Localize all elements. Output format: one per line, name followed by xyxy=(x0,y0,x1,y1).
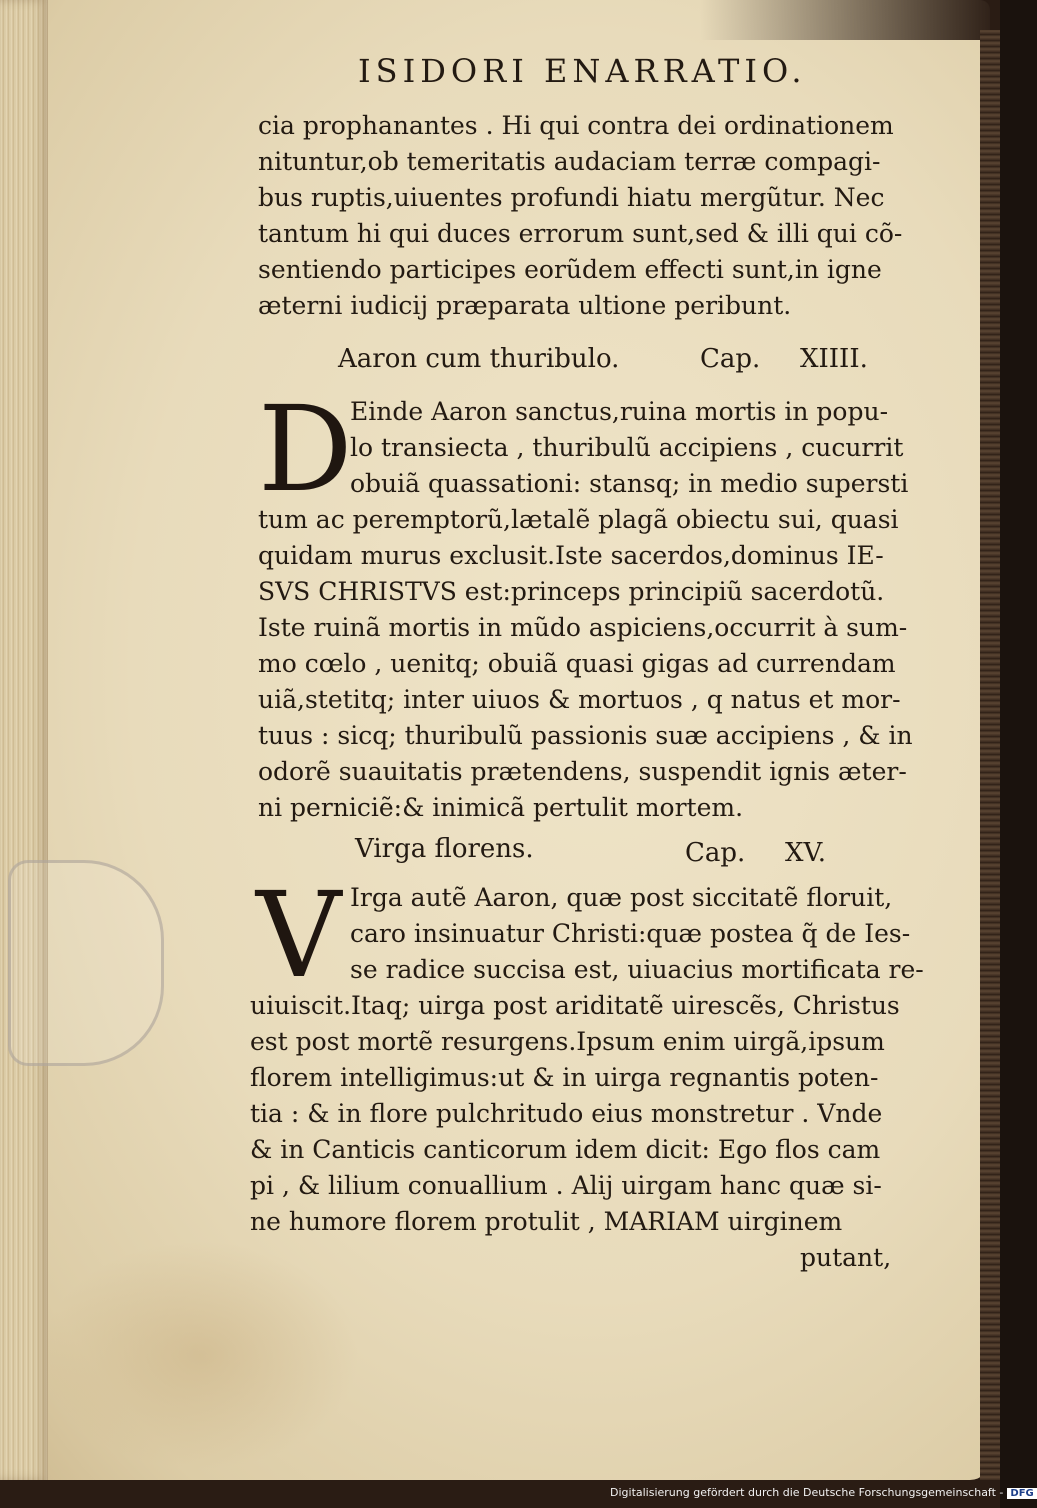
chapter-title: Aaron cum thuribulo. xyxy=(338,344,620,374)
text-line: cia prophanantes . Hi qui contra dei ordinationem xyxy=(258,111,894,140)
text-line: sentiendo participes eorũdem effecti sunt,in igne xyxy=(258,255,882,284)
text-line: Einde Aaron sanctus,ruina mortis in popu- xyxy=(350,397,889,426)
text-line: mo cœlo , uenitq; obuiã quasi gigas ad currendam xyxy=(258,649,896,678)
text-line: Irga autẽ Aaron, quæ post siccitatẽ floruit, xyxy=(350,883,893,912)
right-page-edge xyxy=(980,30,1000,1480)
text-line: se radice succisa est, uiuacius mortificata re- xyxy=(350,955,924,984)
text-line: & in Canticis canticorum idem dicit: Ego flos cam xyxy=(250,1135,881,1164)
text-line: pi , & lilium conuallium . Alij uirgam hanc quæ si- xyxy=(250,1171,882,1200)
water-stain xyxy=(40,1240,360,1470)
text-line: tuus : sicq; thuribulũ passionis suæ accipiens , & in xyxy=(258,721,913,750)
text-line: æterni iudicij præparata ultione peribunt. xyxy=(258,291,792,320)
text-line: ne humore florem protulit , MARIAM uirginem xyxy=(250,1207,843,1236)
catchword: putant, xyxy=(800,1243,892,1272)
text-line: est post mortẽ resurgens.Ipsum enim uirgã,ipsum xyxy=(250,1027,885,1056)
text-line: nituntur,ob temeritatis audaciam terræ compagi- xyxy=(258,147,881,176)
text-line: florem intelligimus:ut & in uirga regnantis poten- xyxy=(250,1063,879,1092)
text-line: odorẽ suauitatis prætendens, suspendit ignis æter- xyxy=(258,757,907,786)
text-line: Iste ruinã mortis in mũdo aspiciens,occurrit à sum- xyxy=(258,613,908,642)
text-line: lo transiecta , thuribulũ accipiens , cucurrit xyxy=(350,433,904,462)
text-line: caro insinuatur Christi:quæ postea q̃ de Ies- xyxy=(350,919,911,948)
top-shadow xyxy=(700,0,1000,40)
text-line: ni perniciẽ:& inimicã pertulit mortem. xyxy=(258,793,744,822)
chapter-number: XV. xyxy=(785,838,827,868)
text-line: tum ac peremptorũ,lætalẽ plagã obiectu sui, quasi xyxy=(258,505,899,534)
text-line: SVS CHRISTVS est:princeps principiũ sacerdotũ. xyxy=(258,577,885,606)
chapter-cap-label: Cap. xyxy=(685,838,746,868)
chapter-number: XIIII. xyxy=(800,344,868,374)
drop-cap-initial: V xyxy=(256,866,342,1004)
text-line: tantum hi qui duces errorum sunt,sed & illi qui cõ- xyxy=(258,219,903,248)
text-line: tia : & in flore pulchritudo eius monstretur . Vnde xyxy=(250,1099,883,1128)
dfg-logo: DFG xyxy=(1007,1488,1036,1499)
text-line: obuiã quassationi: stansq; in medio supersti xyxy=(350,469,909,498)
running-title: ISIDORI ENARRATIO. xyxy=(358,52,807,90)
chapter-cap-label: Cap. xyxy=(700,344,761,374)
page-clip xyxy=(8,860,164,1066)
text-line: uiuiscit.Itaq; uirga post ariditatẽ uirescẽs, Christus xyxy=(250,991,900,1020)
text-line: quidam murus exclusit.Iste sacerdos,dominus IE- xyxy=(258,541,884,570)
digitization-footer xyxy=(610,1486,1037,1499)
drop-cap-initial: D xyxy=(258,380,353,518)
footer-text: Digitalisierung gefördert durch die Deutsche Forschungsgemeinschaft - xyxy=(610,1486,1004,1499)
text-line: uiã,stetitq; inter uiuos & mortuos , q natus et mor- xyxy=(258,685,901,714)
text-line: bus ruptis,uiuentes profundi hiatu mergũtur. Nec xyxy=(258,183,885,212)
chapter-title: Virga florens. xyxy=(355,834,534,864)
